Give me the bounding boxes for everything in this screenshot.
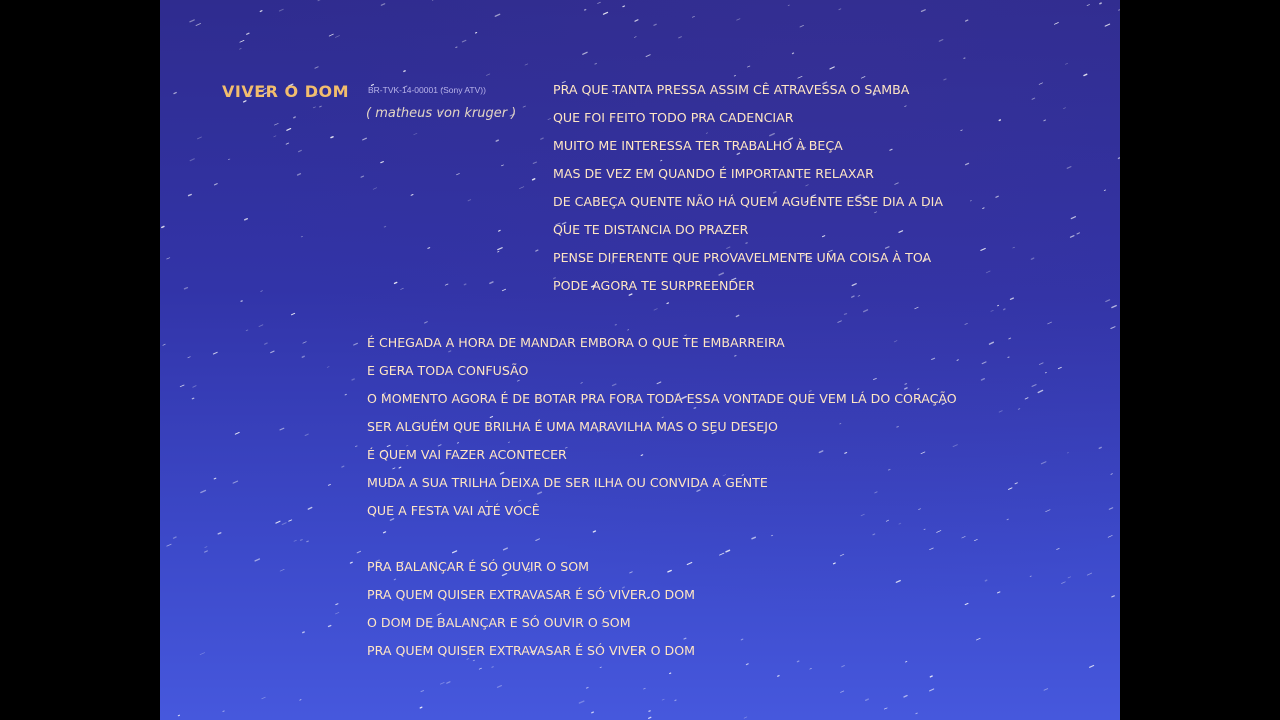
star	[308, 508, 311, 510]
lyric-line: PRA QUEM QUISER EXTRAVASAR É SÓ VIVER O DOM	[367, 587, 696, 602]
star	[930, 689, 934, 691]
star	[307, 541, 309, 542]
star	[736, 315, 738, 316]
star	[579, 701, 583, 703]
star	[1100, 3, 1101, 4]
star	[188, 357, 191, 358]
star	[498, 686, 502, 688]
star	[357, 551, 360, 553]
star	[180, 385, 184, 387]
star	[265, 343, 267, 344]
star	[282, 523, 286, 525]
star	[464, 284, 465, 285]
star	[1106, 300, 1110, 302]
star	[737, 19, 740, 20]
star	[1025, 398, 1028, 399]
star	[498, 248, 503, 250]
star	[328, 484, 330, 485]
star	[356, 446, 358, 447]
star	[190, 20, 194, 22]
star	[924, 529, 925, 530]
star	[970, 201, 971, 202]
lyric-line: É QUEM VAI FAZER ACONTECER	[367, 447, 567, 462]
star	[381, 4, 384, 5]
star	[644, 688, 646, 689]
star	[999, 411, 1002, 412]
star	[1045, 372, 1046, 373]
star	[884, 708, 887, 709]
star	[536, 539, 540, 541]
star	[1046, 510, 1051, 512]
star	[276, 521, 280, 523]
star	[305, 434, 308, 435]
star	[778, 676, 779, 677]
star	[649, 717, 651, 718]
star	[915, 307, 919, 309]
star	[649, 711, 650, 712]
star	[476, 33, 477, 34]
star	[502, 289, 505, 291]
star	[185, 288, 188, 289]
star	[981, 249, 985, 251]
star	[404, 71, 405, 72]
star	[930, 548, 934, 550]
star	[496, 140, 498, 141]
star	[1004, 309, 1005, 310]
star	[1119, 10, 1120, 11]
star	[198, 137, 202, 139]
star	[468, 200, 471, 201]
star	[904, 696, 907, 698]
star	[1041, 462, 1046, 464]
star	[298, 174, 301, 175]
star	[163, 344, 165, 345]
star	[1009, 338, 1011, 339]
star	[1111, 474, 1113, 475]
star	[1104, 190, 1105, 191]
star	[536, 250, 538, 251]
star	[1071, 236, 1074, 238]
star	[336, 604, 338, 605]
star	[381, 162, 384, 163]
star	[1112, 596, 1115, 597]
star	[425, 322, 428, 323]
star	[174, 93, 176, 94]
star	[1008, 357, 1009, 358]
star	[299, 150, 302, 151]
star	[315, 67, 318, 68]
star	[974, 539, 977, 540]
star	[1048, 322, 1052, 324]
star	[421, 691, 424, 692]
star	[654, 24, 656, 25]
lyric-line: PRA QUEM QUISER EXTRAVASAR É SÓ VIVER O DOM	[367, 643, 696, 658]
lyric-line: E GERA TODA CONFUSÃO	[367, 363, 529, 378]
star	[294, 117, 295, 118]
star	[190, 159, 194, 161]
star	[215, 184, 218, 185]
star	[301, 540, 303, 541]
star	[623, 6, 625, 7]
star	[841, 691, 844, 692]
star	[331, 137, 333, 138]
star	[962, 536, 965, 538]
star	[839, 9, 841, 10]
star	[866, 699, 869, 700]
song-title: VIVER O DOM	[222, 82, 350, 101]
star	[1063, 108, 1065, 109]
star	[1065, 63, 1067, 64]
star	[167, 258, 170, 259]
star	[279, 9, 283, 11]
star	[771, 535, 773, 536]
star	[720, 553, 724, 555]
star	[1031, 258, 1033, 259]
star	[192, 398, 194, 399]
star	[966, 163, 969, 164]
star	[634, 37, 636, 38]
star	[998, 592, 1000, 593]
star	[228, 159, 230, 160]
star	[291, 313, 294, 315]
star	[167, 544, 171, 546]
star	[976, 638, 980, 640]
star	[329, 34, 333, 36]
star	[830, 67, 834, 69]
star	[525, 64, 528, 65]
star	[395, 282, 397, 283]
star	[363, 138, 367, 140]
star	[240, 40, 244, 42]
star	[744, 717, 747, 718]
star	[834, 563, 836, 564]
star	[504, 548, 508, 550]
star	[1071, 217, 1075, 219]
star	[294, 540, 296, 541]
star	[873, 534, 875, 535]
star	[1090, 666, 1094, 668]
star	[223, 711, 224, 712]
star	[313, 107, 315, 108]
star	[966, 20, 968, 21]
star	[1039, 363, 1043, 365]
star	[598, 2, 601, 3]
star	[1009, 488, 1013, 490]
star	[990, 342, 994, 344]
star	[498, 252, 499, 253]
star	[533, 162, 536, 163]
star	[1058, 367, 1061, 368]
star	[274, 123, 278, 125]
chorus	[367, 553, 695, 665]
star	[1077, 233, 1080, 234]
star	[233, 481, 238, 483]
star	[274, 136, 276, 137]
star	[335, 612, 339, 614]
star	[486, 74, 489, 76]
star	[329, 626, 331, 627]
star	[1105, 24, 1109, 26]
star	[350, 562, 352, 563]
star	[1087, 5, 1089, 6]
star	[944, 79, 946, 80]
star	[810, 668, 812, 669]
star	[726, 550, 730, 552]
star	[906, 661, 907, 662]
star	[842, 666, 845, 667]
star	[965, 323, 968, 324]
lyric-line: PODE AGORA TE SURPREENDER	[553, 278, 755, 293]
star	[495, 14, 499, 16]
star	[1112, 306, 1116, 308]
star	[492, 667, 493, 668]
star	[287, 129, 291, 131]
star	[193, 386, 196, 388]
star	[213, 352, 217, 354]
star	[280, 428, 284, 430]
lyric-line: DE CABEÇA QUENTE NÃO HÁ QUEM AGUENTE ESSE DIA A DIA	[553, 194, 943, 209]
star	[922, 10, 926, 12]
verse-1	[553, 76, 943, 300]
star	[1044, 689, 1048, 691]
star	[1032, 98, 1035, 99]
star	[916, 713, 917, 714]
star	[746, 664, 748, 665]
star	[445, 284, 448, 285]
star	[1038, 390, 1042, 392]
star	[246, 330, 248, 331]
star	[262, 697, 266, 699]
star	[214, 478, 216, 479]
star	[218, 533, 221, 534]
lyric-line: SER ALGUÉM QUE BRILHA É UMA MARAVILHA MAS O SEU DESEJO	[367, 419, 778, 434]
star	[401, 288, 404, 289]
star	[675, 700, 676, 701]
star	[440, 683, 444, 685]
star	[896, 581, 900, 583]
star	[501, 165, 503, 166]
star	[189, 195, 192, 196]
star	[1067, 167, 1071, 169]
star	[247, 33, 249, 34]
star	[384, 226, 385, 227]
star	[986, 271, 990, 273]
star	[838, 321, 842, 323]
lyric-line: QUE FOI FEITO TODO PRA CADENCIAR	[553, 110, 794, 125]
star	[303, 632, 304, 633]
star	[301, 236, 302, 237]
star	[1119, 157, 1121, 158]
star	[178, 715, 179, 716]
star	[261, 291, 263, 292]
star	[1067, 453, 1068, 454]
lyric-line: MUDA A SUA TRILHA DEIXA DE SER ILHA OU CONVIDA A GENTE	[367, 475, 768, 490]
verse-2	[367, 329, 957, 525]
star	[303, 342, 306, 344]
star	[983, 208, 984, 209]
star	[240, 49, 242, 50]
star	[604, 12, 608, 14]
star	[1007, 519, 1008, 520]
star	[373, 188, 377, 190]
star	[982, 379, 985, 380]
star	[797, 661, 798, 662]
star	[1068, 577, 1071, 578]
star	[302, 356, 304, 357]
star	[245, 219, 248, 220]
star	[662, 699, 664, 700]
star	[345, 394, 346, 395]
star	[162, 226, 164, 227]
star	[961, 130, 963, 131]
lyric-line: PENSE DIFERENTE QUE PROVAVELMENTE UMA COISA À TOA	[553, 250, 932, 265]
star	[1084, 74, 1087, 75]
star	[414, 133, 417, 134]
star	[793, 53, 794, 54]
star	[259, 325, 263, 327]
lyric-line: PRA BALANÇAR É SÓ OUVIR O SOM	[367, 559, 589, 574]
star	[318, 0, 321, 1]
star	[692, 16, 694, 17]
star	[800, 25, 804, 27]
star	[499, 230, 501, 231]
star	[600, 667, 601, 668]
star	[300, 700, 301, 701]
star	[174, 537, 177, 538]
star	[520, 187, 524, 189]
star	[1109, 508, 1112, 510]
star	[462, 40, 465, 42]
star	[361, 176, 363, 177]
artist-credit: ( matheus von kruger )	[366, 106, 517, 121]
lyric-line: QUE A FESTA VAI ATÉ VOCÊ	[367, 503, 540, 518]
star	[342, 466, 344, 467]
lyric-line: MAS DE VEZ EM QUANDO É IMPORTANTE RELAXAR	[553, 166, 874, 181]
star	[289, 520, 292, 521]
star	[991, 310, 993, 311]
star	[255, 559, 259, 561]
star	[741, 639, 743, 640]
star	[998, 305, 999, 306]
star	[592, 712, 594, 713]
star	[1030, 576, 1031, 577]
star	[352, 379, 354, 380]
star	[286, 143, 288, 144]
star	[1018, 409, 1019, 410]
star	[420, 707, 422, 708]
star	[939, 40, 943, 42]
star	[200, 653, 205, 655]
star	[1044, 120, 1046, 121]
star	[996, 196, 998, 197]
star	[411, 195, 413, 196]
star	[205, 547, 207, 548]
star	[654, 309, 657, 311]
star	[1108, 535, 1112, 537]
star	[456, 47, 457, 48]
star	[260, 11, 262, 12]
star	[235, 432, 239, 434]
star	[752, 537, 755, 538]
star	[1057, 548, 1059, 549]
star	[335, 36, 339, 38]
star	[957, 360, 958, 361]
star	[587, 687, 589, 688]
star	[583, 52, 587, 54]
star	[548, 119, 551, 120]
star	[595, 63, 597, 64]
star	[479, 668, 481, 669]
starry-sky-background	[160, 0, 1120, 720]
star	[457, 174, 460, 175]
star	[965, 603, 968, 604]
star	[1111, 327, 1115, 329]
star	[320, 106, 322, 107]
star	[201, 491, 206, 493]
star	[533, 179, 535, 180]
star	[327, 367, 329, 368]
star	[490, 282, 493, 283]
star	[999, 120, 1000, 121]
star	[384, 532, 386, 533]
star	[982, 362, 986, 364]
star	[1062, 582, 1066, 584]
star	[679, 37, 682, 38]
star	[354, 343, 358, 345]
star	[788, 5, 789, 6]
lyric-line: O MOMENTO AGORA É DE BOTAR PRA FORA TODA ESSA VONTADE QUE VEM LÁ DO CORAÇÃO	[367, 391, 957, 406]
star	[864, 310, 868, 312]
lyric-line: MUITO ME INTERESSA TER TRABALHO À BEÇA	[553, 138, 843, 153]
star	[937, 531, 941, 533]
star	[635, 20, 638, 21]
star	[1015, 483, 1017, 484]
catalog-code: BR-TVK-14-00001 (Sony ATV))	[368, 85, 486, 95]
star	[271, 351, 274, 353]
star	[1087, 573, 1091, 575]
star	[985, 580, 986, 581]
lyric-line: O DOM DE BALANÇAR E SÓ OUVIR O SOM	[367, 615, 631, 630]
lyric-line: É CHEGADA A HORA DE MANDAR EMBORA O QUE TE EMBARREIRA	[367, 335, 785, 350]
star	[845, 314, 847, 315]
star	[541, 138, 543, 139]
star	[1013, 247, 1015, 248]
star	[280, 569, 284, 571]
star	[930, 676, 932, 677]
star	[1054, 23, 1058, 25]
star	[1099, 447, 1101, 448]
star	[1011, 298, 1014, 299]
star	[523, 106, 525, 107]
lyric-line: QUE TE DISTANCIA DO PRAZER	[553, 222, 749, 237]
star	[1039, 83, 1043, 85]
star	[593, 531, 595, 532]
star	[667, 303, 668, 304]
star	[447, 682, 450, 683]
star	[1032, 385, 1036, 387]
star	[840, 554, 844, 556]
star	[747, 66, 750, 67]
lyric-line: PRA QUE TANTA PRESSA ASSIM CÊ ATRAVESSA O SAMBA	[553, 82, 910, 97]
star	[646, 55, 650, 57]
star	[205, 551, 208, 552]
star	[428, 248, 430, 249]
star	[196, 24, 200, 26]
